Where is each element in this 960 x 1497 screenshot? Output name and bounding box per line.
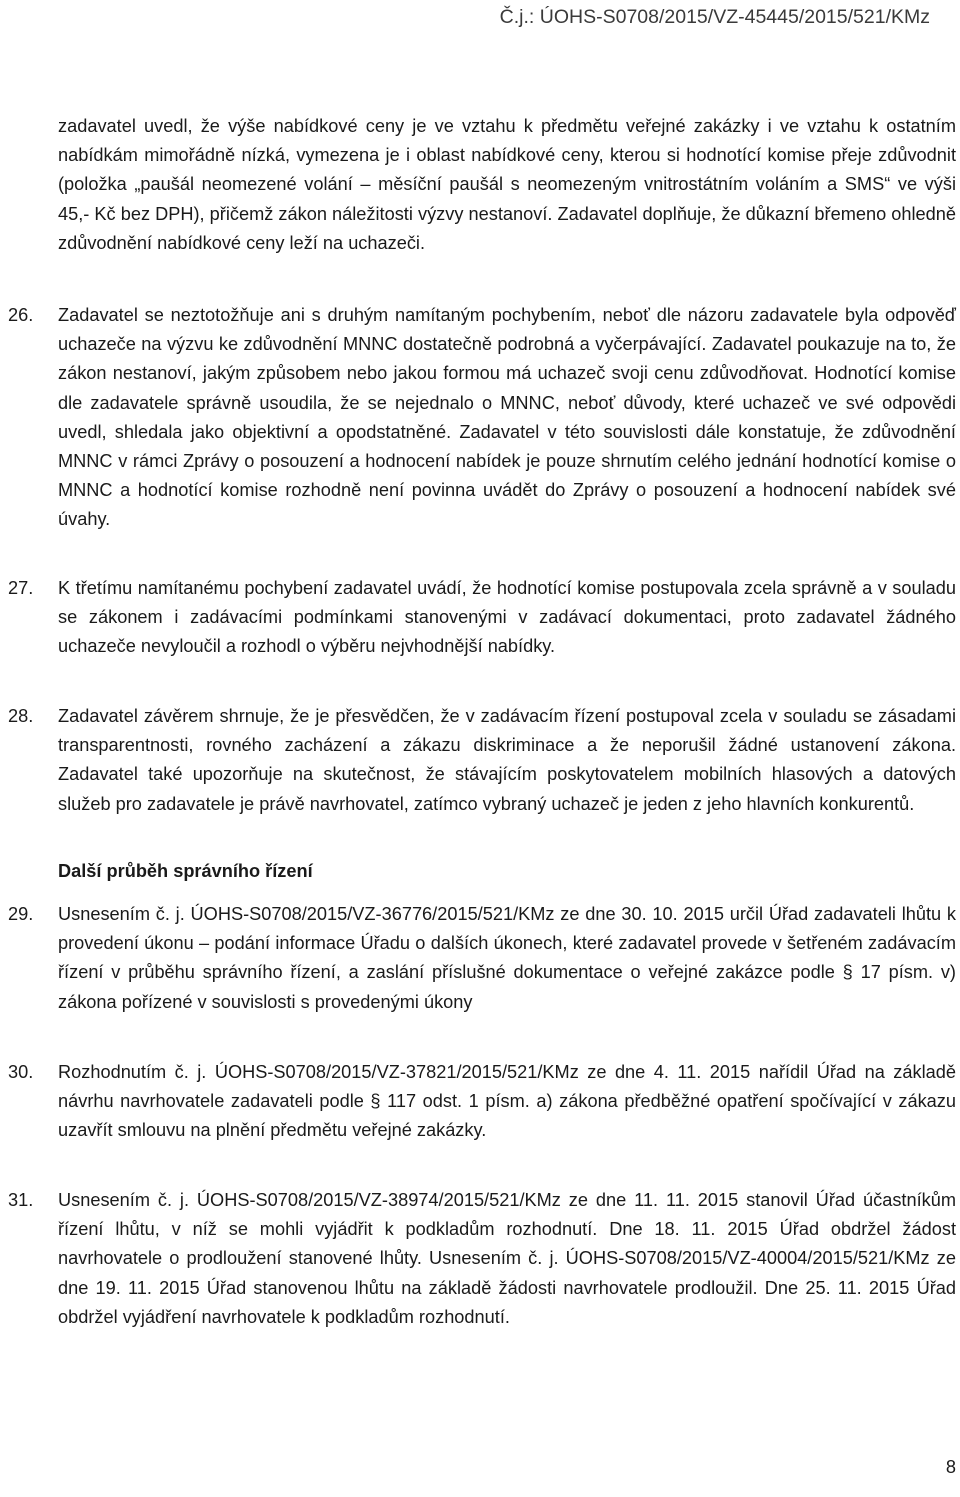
paragraph-29 [8, 900, 956, 1017]
paragraph-number: 29. [8, 904, 34, 924]
paragraph-27 [8, 574, 956, 662]
section-heading: Další průběh správního řízení [58, 861, 313, 881]
paragraph-28 [8, 702, 956, 819]
paragraph-number: 31. [8, 1190, 34, 1210]
paragraph-text: Zadavatel závěrem shrnuje, že je přesvědčen, že v zadávacím řízení postupoval zcela v souladu se zásadami transparentnosti, rovného zacházení a zákazu diskriminace a že neporušil žádné ustanovení zákona. Zadavatel také upozorňuje na skutečnost, že stávajícím poskytovatelem mobilních hlasových a datových služeb pro zadavatele je právě navrhovatel, zatímco vybraný uchazeč je jeden z jeho hlavních konkurentů. [58, 706, 956, 814]
page-number: 8 [945, 1457, 956, 1477]
paragraph-text: Zadavatel se neztotožňuje ani s druhým namítaným pochybením, neboť dle názoru zadavatele byla odpověď uchazeče na výzvu ke zdůvodnění MNNC dostatečně podrobná a vyčerpávající. Zadavatel poukazuje na to, že zákon nestanoví, jakým způsobem nebo jakou formou má uchazeč svoji cenu zdůvodňovat. Hodnotící komise dle zadavatele správně usoudila, že se nejednalo o MNNC, neboť důvody, které uchazeč ve své odpovědi uvedl, shledala jako objektivní a opodstatněné. Zadavatel v této souvislosti dále konstatuje, že zdůvodnění MNNC v rámci Zprávy o posouzení a hodnocení nabídek je pouze shrnutím celého jednání hodnotící komise o MNNC a hodnotící komise rozhodně není povinna uvádět do Zprávy o posouzení a hodnocení nabídek své úvahy. [58, 305, 956, 530]
paragraph-number: 26. [8, 305, 34, 325]
paragraph-text: K třetímu namítanému pochybení zadavatel uvádí, že hodnotící komise postupovala zcela správně a v souladu se zákonem i zadávacími podmínkami stanovenými v zadávací dokumentaci, proto zadavatel žádného uchazeče nevyloučil a rozhodl o výběru nejvhodnější nabídky. [58, 578, 956, 657]
paragraph-number: 28. [8, 706, 34, 726]
paragraph-text: Usnesením č. j. ÚOHS-S0708/2015/VZ-38974/2015/521/KMz ze dne 11. 11. 2015 stanovil Úřad účastníkům řízení lhůtu, v níž se mohli vyjádřit k podkladům rozhodnutí. Dne 18. 11. 2015 Úřad obdržel žádost navrhovatele o prodloužení stanovené lhůty. Usnesením č. j. ÚOHS-S0708/2015/VZ-40004/2015/521/KMz ze dne 19. 11. 2015 Úřad stanovenou lhůtu na základě žádosti navrhovatele prodloužil. Dne 25. 11. 2015 Úřad obdržel vyjádření navrhovatele k podkladům rozhodnutí. [58, 1190, 956, 1327]
paragraph-number: 30. [8, 1062, 34, 1082]
page-header-reference: Č.j.: ÚOHS-S0708/2015/VZ-45445/2015/521/KMz [499, 6, 930, 28]
intro-paragraph: zadavatel uvedl, že výše nabídkové ceny je ve vztahu k předmětu veřejné zakázky i ve vztahu k ostatním nabídkám mimořádně nízká, vymezena je i oblast nabídkové ceny, kterou si hodnotící komise přeje zdůvodnit (položka „paušál neomezené volání – měsíční paušál s neomezeným vnitrostátním voláním a SMS“ ve výši 45,- Kč bez DPH), přičemž zákon náležitosti výzvy nestanoví. Zadavatel doplňuje, že důkazní břemeno ohledně zdůvodnění nabídkové ceny leží na uchazeči. [58, 116, 956, 253]
paragraph-30 [8, 1058, 956, 1146]
paragraph-text: Rozhodnutím č. j. ÚOHS-S0708/2015/VZ-37821/2015/521/KMz ze dne 4. 11. 2015 nařídil Úřad na základě návrhu navrhovatele zadavateli podle § 117 odst. 1 písm. a) zákona předběžné opatření spočívající v zákazu uzavřít smlouvu na plnění předmětu veřejné zakázky. [58, 1062, 956, 1141]
paragraph-text: Usnesením č. j. ÚOHS-S0708/2015/VZ-36776/2015/521/KMz ze dne 30. 10. 2015 určil Úřad zadavateli lhůtu k provedení úkonu – podání informace Úřadu o dalších úkonech, které zadavatel provede v šetřeném zadávacím řízení v průběhu správního řízení, a zaslání příslušné dokumentace o veřejné zakázce podle § 17 písm. v) zákona pořízené v souvislosti s provedenými úkony [58, 904, 956, 1012]
paragraph-31 [8, 1186, 956, 1332]
paragraph-number: 27. [8, 578, 34, 598]
paragraph-26 [8, 301, 956, 535]
